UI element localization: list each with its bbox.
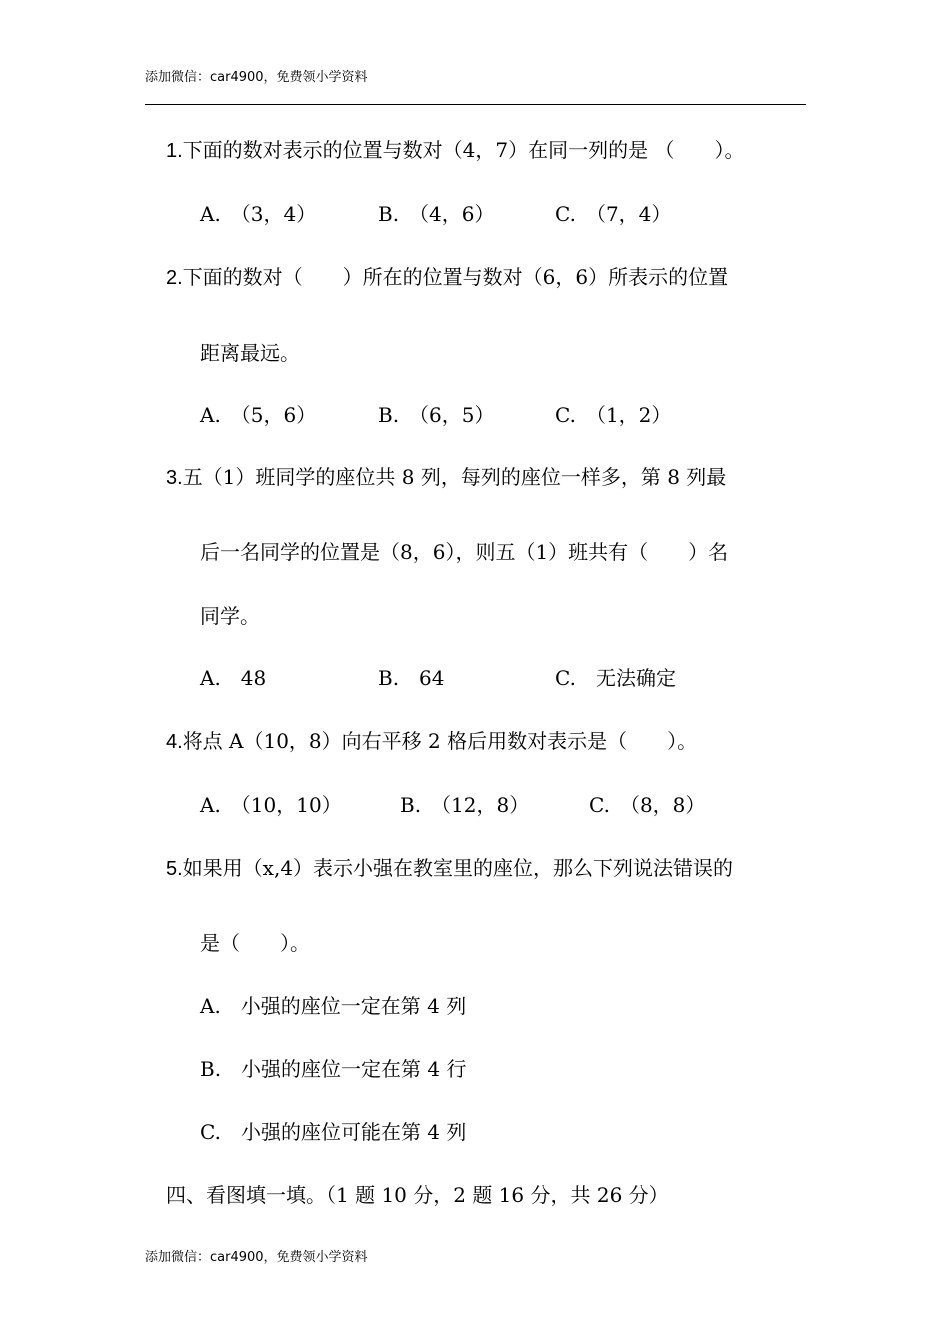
q5-option-b: B. 小强的座位一定在第 4 行 <box>200 1057 467 1081</box>
question-3-line1: 五（1）班同学的座位共 8 列，每列的座位一样多，第 8 列最 <box>182 465 727 489</box>
q2-option-c: C. （1，2） <box>555 403 672 427</box>
question-2-number: 2. <box>166 267 183 289</box>
question-5-line1: 如果用（x,4）表示小强在教室里的座位，那么下列说法错误的 <box>182 856 734 880</box>
question-3-number: 3. <box>166 467 183 489</box>
question-2-line2: 距离最远。 <box>200 341 300 365</box>
question-5 <box>166 854 733 883</box>
question-4-number: 4. <box>166 731 183 753</box>
question-2 <box>166 263 728 292</box>
q3-option-a: A. 48 <box>200 666 267 690</box>
page-header: 添加微信：car4900，免费领小学资料 <box>145 70 368 85</box>
q2-option-a: A. （5，6） <box>200 403 317 427</box>
question-1-text: 下面的数对表示的位置与数对（4，7）在同一列的是 （ ）。 <box>182 138 745 162</box>
question-1-number: 1. <box>166 140 183 162</box>
page-footer: 添加微信：car4900，免费领小学资料 <box>145 1250 368 1265</box>
header-rule <box>145 104 806 105</box>
question-4-text: 将点 A（10，8）向右平移 2 格后用数对表示是（ ）。 <box>182 729 698 753</box>
q5-option-a: A. 小强的座位一定在第 4 列 <box>200 994 467 1018</box>
question-2-line1: 下面的数对（ ）所在的位置与数对（6，6）所表示的位置 <box>182 265 729 289</box>
q3-option-b: B. 64 <box>378 666 445 690</box>
q1-option-c: C. （7，4） <box>555 202 672 226</box>
q1-option-a: A. （3，4） <box>200 202 317 226</box>
question-4 <box>166 727 697 756</box>
question-5-number: 5. <box>166 858 183 880</box>
question-5-line2: 是（ ）。 <box>200 931 310 955</box>
q1-option-b: B. （4，6） <box>378 202 495 226</box>
q5-option-c: C. 小强的座位可能在第 4 列 <box>200 1120 467 1144</box>
question-1 <box>166 136 745 165</box>
question-3 <box>166 463 726 492</box>
section-4-heading: 四、看图填一填。（1 题 10 分，2 题 16 分，共 26 分） <box>166 1183 669 1207</box>
question-3-line2: 后一名同学的位置是（8，6），则五（1）班共有（ ）名 <box>200 540 729 564</box>
question-3-line3: 同学。 <box>200 604 260 628</box>
q2-option-b: B. （6，5） <box>378 403 495 427</box>
q4-option-a: A. （10，10） <box>200 793 342 817</box>
q4-option-c: C. （8，8） <box>589 793 706 817</box>
q4-option-b: B. （12，8） <box>400 793 530 817</box>
q3-option-c: C. 无法确定 <box>555 666 676 690</box>
